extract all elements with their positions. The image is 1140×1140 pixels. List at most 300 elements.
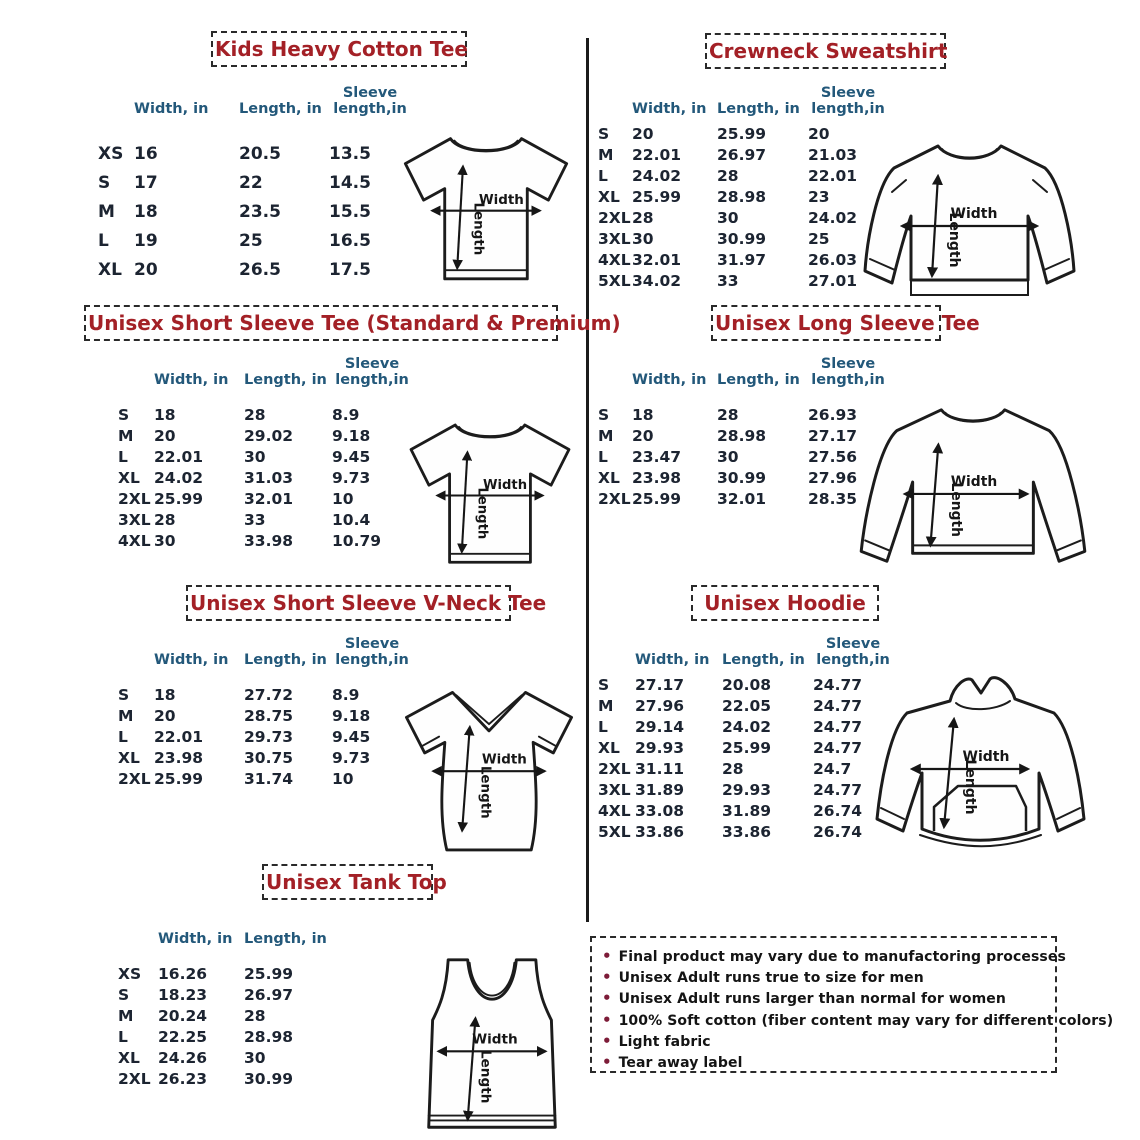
table-row <box>598 426 888 447</box>
length-label: Length <box>477 1049 494 1104</box>
size-table <box>118 353 412 552</box>
note-item <box>602 1010 1114 1031</box>
length-label: Length <box>470 202 486 256</box>
value-cell: 16.5 <box>329 231 371 251</box>
value-cell: 24.7 <box>813 760 852 778</box>
value-cell: 26.93 <box>808 406 858 424</box>
length-label: Length <box>477 765 493 819</box>
value-cell: 16.26 <box>158 965 208 983</box>
column-header: Length, in <box>239 101 322 118</box>
section-title: Unisex Tank Top <box>262 864 433 900</box>
value-cell: 30 <box>154 532 176 550</box>
size-cell: 2XL <box>118 1070 151 1088</box>
table-row <box>598 229 888 250</box>
size-cell: 4XL <box>118 532 151 550</box>
note-text: Light fabric <box>618 1033 711 1050</box>
value-cell: 25.99 <box>632 188 682 206</box>
value-cell: 24.02 <box>808 209 858 227</box>
size-cell: S <box>118 406 130 424</box>
value-cell: 26.23 <box>158 1070 208 1088</box>
value-cell: 22.01 <box>632 146 682 164</box>
table-row <box>118 426 412 447</box>
value-cell: 24.77 <box>813 781 863 799</box>
table-row <box>118 468 412 489</box>
value-cell: 28 <box>717 167 739 185</box>
value-cell: 22.05 <box>722 697 772 715</box>
table-row <box>118 1027 334 1048</box>
table-row <box>98 140 411 169</box>
table-row <box>118 685 412 706</box>
bullet-icon: • <box>602 1010 612 1029</box>
table-row <box>598 187 888 208</box>
table-row <box>98 256 411 285</box>
value-cell: 9.73 <box>332 469 371 487</box>
value-cell: 30 <box>244 1049 266 1067</box>
note-text: 100% Soft cotton (fiber content may vary for different colors) <box>618 1012 1114 1029</box>
column-header: Length, in <box>244 931 327 948</box>
table-row <box>118 510 412 531</box>
table-row <box>118 1069 334 1090</box>
column-header: Width, in <box>134 101 209 118</box>
vneck-illustration <box>393 669 585 857</box>
value-cell: 26.03 <box>808 251 858 269</box>
bullet-icon: • <box>602 989 612 1008</box>
value-cell: 13.5 <box>329 144 371 164</box>
section-title: Unisex Long Sleeve Tee <box>711 305 941 341</box>
value-cell: 31.74 <box>244 770 294 788</box>
value-cell: 30 <box>717 448 739 466</box>
value-cell: 18 <box>154 686 176 704</box>
value-cell: 18 <box>632 406 654 424</box>
section-unisex-tank-top <box>80 862 590 1140</box>
size-cell: 2XL <box>118 490 151 508</box>
column-header: Sleeve length,in <box>333 84 407 118</box>
table-body <box>118 964 334 1090</box>
value-cell: 22.01 <box>154 728 204 746</box>
table-row <box>118 985 334 1006</box>
table-row <box>118 1006 334 1027</box>
value-cell: 24.77 <box>813 697 863 715</box>
size-cell: 2XL <box>598 490 631 508</box>
note-item <box>602 946 1066 967</box>
product-notes-box <box>590 936 1114 1073</box>
section-crewneck-sweatshirt <box>592 28 1060 308</box>
table-header-row <box>118 912 334 948</box>
size-cell: M <box>118 1007 134 1025</box>
size-cell: XL <box>98 260 122 280</box>
size-cell: S <box>118 986 130 1004</box>
value-cell: 28 <box>244 406 266 424</box>
table-row <box>598 124 888 145</box>
value-cell: 30.75 <box>244 749 294 767</box>
value-cell: 20 <box>632 125 654 143</box>
size-cell: XL <box>598 188 620 206</box>
note-text: Tear away label <box>618 1055 743 1072</box>
size-cell: L <box>598 718 608 736</box>
value-cell: 32.01 <box>717 490 767 508</box>
section-title: Unisex Short Sleeve V-Neck Tee <box>186 585 511 621</box>
value-cell: 33.86 <box>722 823 772 841</box>
size-table <box>98 82 411 285</box>
size-cell: S <box>598 676 610 694</box>
value-cell: 32.01 <box>244 490 294 508</box>
table-row <box>118 489 412 510</box>
size-cell: S <box>598 406 610 424</box>
table-header-row <box>598 633 893 669</box>
length-label: Length <box>474 487 490 540</box>
table-row <box>118 1048 334 1069</box>
value-cell: 24.26 <box>158 1049 208 1067</box>
size-cell: 5XL <box>598 272 631 290</box>
size-table <box>118 633 412 790</box>
section-unisex-short-sleeve-tee <box>80 303 621 583</box>
value-cell: 25.99 <box>717 125 767 143</box>
value-cell: 24.77 <box>813 718 863 736</box>
section-title: Crewneck Sweatshirt <box>705 33 946 69</box>
table-row <box>598 738 893 759</box>
size-cell: M <box>98 202 115 222</box>
value-cell: 20 <box>154 707 176 725</box>
width-label: Width <box>482 477 528 493</box>
value-cell: 30.99 <box>244 1070 294 1088</box>
note-item <box>602 1052 1045 1073</box>
size-cell: XL <box>598 739 620 757</box>
table-body <box>598 124 888 292</box>
value-cell: 28 <box>722 760 744 778</box>
value-cell: 19 <box>134 231 158 251</box>
table-row <box>98 198 411 227</box>
value-cell: 22 <box>239 173 263 193</box>
table-row <box>598 250 888 271</box>
tshirt-illustration <box>390 108 582 298</box>
column-header: Width, in <box>632 101 707 118</box>
column-header: Length, in <box>717 101 800 118</box>
size-cell: 3XL <box>598 781 631 799</box>
length-label: Length <box>946 212 962 268</box>
size-cell: L <box>598 448 608 466</box>
column-header: Width, in <box>154 372 229 389</box>
value-cell: 30 <box>632 230 654 248</box>
table-body <box>598 405 888 510</box>
value-cell: 26.5 <box>239 260 281 280</box>
value-cell: 23 <box>808 188 830 206</box>
size-cell: L <box>98 231 109 251</box>
column-header: Width, in <box>158 931 233 948</box>
value-cell: 27.56 <box>808 448 858 466</box>
size-table <box>598 82 888 292</box>
value-cell: 21.03 <box>808 146 858 164</box>
value-cell: 10.4 <box>332 511 371 529</box>
table-row <box>598 145 888 166</box>
note-text: Unisex Adult runs larger than normal for women <box>618 991 1006 1008</box>
length-label: Length <box>962 759 978 815</box>
width-label: Width <box>481 752 527 768</box>
table-row <box>598 696 893 717</box>
hoodie-illustration <box>868 669 1093 864</box>
table-body <box>598 675 893 843</box>
table-row <box>98 227 411 256</box>
value-cell: 26.97 <box>244 986 294 1004</box>
value-cell: 15.5 <box>329 202 371 222</box>
value-cell: 24.77 <box>813 739 863 757</box>
note-text: Final product may vary due to manufactoring processes <box>618 949 1066 965</box>
table-row <box>598 405 888 426</box>
value-cell: 28 <box>154 511 176 529</box>
value-cell: 34.02 <box>632 272 682 290</box>
value-cell: 20 <box>632 427 654 445</box>
value-cell: 23.5 <box>239 202 281 222</box>
size-cell: L <box>118 448 128 466</box>
tanktop-illustration <box>416 952 568 1137</box>
value-cell: 22.01 <box>154 448 204 466</box>
value-cell: 31.03 <box>244 469 294 487</box>
table-row <box>598 447 888 468</box>
value-cell: 33.08 <box>635 802 685 820</box>
size-cell: XL <box>598 469 620 487</box>
size-cell: XL <box>118 1049 140 1067</box>
section-unisex-hoodie <box>592 583 1060 868</box>
size-cell: 4XL <box>598 802 631 820</box>
table-row <box>598 489 888 510</box>
size-cell: 2XL <box>118 770 151 788</box>
table-row <box>118 748 412 769</box>
table-row <box>598 468 888 489</box>
size-table <box>598 633 893 843</box>
value-cell: 23.98 <box>154 749 204 767</box>
value-cell: 29.93 <box>635 739 685 757</box>
value-cell: 27.72 <box>244 686 294 704</box>
size-cell: L <box>118 728 128 746</box>
value-cell: 28.75 <box>244 707 294 725</box>
size-table <box>598 353 888 510</box>
value-cell: 33 <box>244 511 266 529</box>
value-cell: 25.99 <box>722 739 772 757</box>
column-header: Width, in <box>635 652 710 669</box>
value-cell: 17 <box>134 173 158 193</box>
column-header: Length, in <box>722 652 805 669</box>
value-cell: 25 <box>808 230 830 248</box>
size-cell: S <box>118 686 130 704</box>
value-cell: 31.11 <box>635 760 685 778</box>
value-cell: 27.96 <box>808 469 858 487</box>
size-cell: S <box>598 125 610 143</box>
value-cell: 25.99 <box>244 965 294 983</box>
column-header: Width, in <box>632 372 707 389</box>
table-body <box>118 685 412 790</box>
column-header: Sleeve length,in <box>335 355 409 389</box>
table-row <box>598 822 893 843</box>
table-row <box>598 717 893 738</box>
size-cell: 5XL <box>598 823 631 841</box>
value-cell: 9.45 <box>332 448 371 466</box>
width-label: Width <box>962 749 1010 765</box>
value-cell: 16 <box>134 144 158 164</box>
size-cell: XL <box>118 749 140 767</box>
table-header-row <box>598 353 888 389</box>
size-cell: L <box>118 1028 128 1046</box>
width-label: Width <box>950 206 998 222</box>
table-row <box>598 780 893 801</box>
value-cell: 33.98 <box>244 532 294 550</box>
table-row <box>118 706 412 727</box>
value-cell: 31.89 <box>722 802 772 820</box>
value-cell: 28.98 <box>717 188 767 206</box>
size-cell: XL <box>118 469 140 487</box>
section-unisex-vneck-tee <box>80 583 590 865</box>
table-row <box>598 166 888 187</box>
value-cell: 9.45 <box>332 728 371 746</box>
size-cell: M <box>118 427 134 445</box>
table-row <box>118 447 412 468</box>
value-cell: 31.97 <box>717 251 767 269</box>
value-cell: 24.02 <box>632 167 682 185</box>
value-cell: 20.24 <box>158 1007 208 1025</box>
value-cell: 26.97 <box>717 146 767 164</box>
value-cell: 33 <box>717 272 739 290</box>
value-cell: 27.17 <box>635 676 685 694</box>
value-cell: 25.99 <box>154 770 204 788</box>
size-cell: M <box>118 707 134 725</box>
value-cell: 22.25 <box>158 1028 208 1046</box>
table-body <box>98 140 411 285</box>
value-cell: 24.02 <box>154 469 204 487</box>
value-cell: 30.99 <box>717 230 767 248</box>
value-cell: 25 <box>239 231 263 251</box>
value-cell: 28 <box>244 1007 266 1025</box>
size-cell: M <box>598 697 614 715</box>
value-cell: 8.9 <box>332 686 360 704</box>
value-cell: 28.98 <box>717 427 767 445</box>
value-cell: 30.99 <box>717 469 767 487</box>
column-header: Sleeve length,in <box>811 355 885 389</box>
column-header: Length, in <box>244 652 327 669</box>
table-row <box>118 769 412 790</box>
value-cell: 17.5 <box>329 260 371 280</box>
table-row <box>598 801 893 822</box>
value-cell: 25.99 <box>632 490 682 508</box>
table-row <box>598 271 888 292</box>
value-cell: 29.93 <box>722 781 772 799</box>
size-cell: M <box>598 146 614 164</box>
value-cell: 10 <box>332 770 354 788</box>
section-title: Kids Heavy Cotton Tee <box>211 31 467 67</box>
value-cell: 9.18 <box>332 427 371 445</box>
value-cell: 14.5 <box>329 173 371 193</box>
value-cell: 10.79 <box>332 532 382 550</box>
value-cell: 22.01 <box>808 167 858 185</box>
value-cell: 28 <box>717 406 739 424</box>
size-cell: 2XL <box>598 209 631 227</box>
value-cell: 23.98 <box>632 469 682 487</box>
value-cell: 18 <box>134 202 158 222</box>
width-label: Width <box>950 474 998 491</box>
value-cell: 29.73 <box>244 728 294 746</box>
value-cell: 18 <box>154 406 176 424</box>
value-cell: 30 <box>717 209 739 227</box>
value-cell: 9.18 <box>332 707 371 725</box>
size-cell: XS <box>118 965 142 983</box>
size-cell: L <box>598 167 608 185</box>
note-item <box>602 967 1045 988</box>
table-row <box>598 675 893 696</box>
value-cell: 20.08 <box>722 676 772 694</box>
section-title: Unisex Hoodie <box>691 585 879 621</box>
table-row <box>598 208 888 229</box>
size-cell: 4XL <box>598 251 631 269</box>
value-cell: 28.35 <box>808 490 858 508</box>
value-cell: 24.77 <box>813 676 863 694</box>
note-item <box>602 988 1045 1009</box>
size-cell: M <box>598 427 614 445</box>
table-body <box>118 405 412 552</box>
column-header: Sleeve length,in <box>335 635 409 669</box>
column-header: Length, in <box>244 372 327 389</box>
size-table <box>118 912 334 1090</box>
width-label: Width <box>478 192 524 208</box>
value-cell: 18.23 <box>158 986 208 1004</box>
column-header: Length, in <box>717 372 800 389</box>
value-cell: 10 <box>332 490 354 508</box>
column-header: Sleeve length,in <box>816 635 890 669</box>
table-row <box>118 727 412 748</box>
width-label: Width <box>472 1031 518 1048</box>
sweatshirt-illustration <box>862 128 1077 318</box>
value-cell: 26.74 <box>813 802 863 820</box>
size-cell: 3XL <box>598 230 631 248</box>
section-kids-heavy-cotton-tee <box>80 28 588 303</box>
table-row <box>598 759 893 780</box>
value-cell: 20 <box>134 260 158 280</box>
value-cell: 9.73 <box>332 749 371 767</box>
note-text: Unisex Adult runs true to size for men <box>618 970 924 987</box>
table-header-row <box>98 82 411 118</box>
value-cell: 20 <box>154 427 176 445</box>
value-cell: 26.74 <box>813 823 863 841</box>
size-cell: S <box>98 173 111 193</box>
value-cell: 27.01 <box>808 272 858 290</box>
value-cell: 33.86 <box>635 823 685 841</box>
bullet-icon: • <box>602 947 612 965</box>
section-unisex-long-sleeve-tee <box>592 303 1060 583</box>
table-header-row <box>598 82 888 118</box>
column-header: Width, in <box>154 652 229 669</box>
value-cell: 8.9 <box>332 406 360 424</box>
bullet-icon: • <box>602 1053 612 1072</box>
table-header-row <box>118 633 412 669</box>
bullet-icon: • <box>602 968 612 987</box>
value-cell: 20.5 <box>239 144 281 164</box>
value-cell: 25.99 <box>154 490 204 508</box>
size-cell: XS <box>98 144 124 164</box>
value-cell: 31.89 <box>635 781 685 799</box>
value-cell: 29.02 <box>244 427 294 445</box>
table-header-row <box>118 353 412 389</box>
value-cell: 23.47 <box>632 448 682 466</box>
size-cell: 3XL <box>118 511 151 529</box>
value-cell: 32.01 <box>632 251 682 269</box>
value-cell: 20 <box>808 125 830 143</box>
value-cell: 28.98 <box>244 1028 294 1046</box>
value-cell: 29.14 <box>635 718 685 736</box>
value-cell: 30 <box>244 448 266 466</box>
table-row <box>118 964 334 985</box>
value-cell: 27.17 <box>808 427 858 445</box>
table-row <box>98 169 411 198</box>
note-item <box>602 1031 1045 1052</box>
tee-illustration <box>396 397 584 579</box>
value-cell: 28 <box>632 209 654 227</box>
value-cell: 27.96 <box>635 697 685 715</box>
